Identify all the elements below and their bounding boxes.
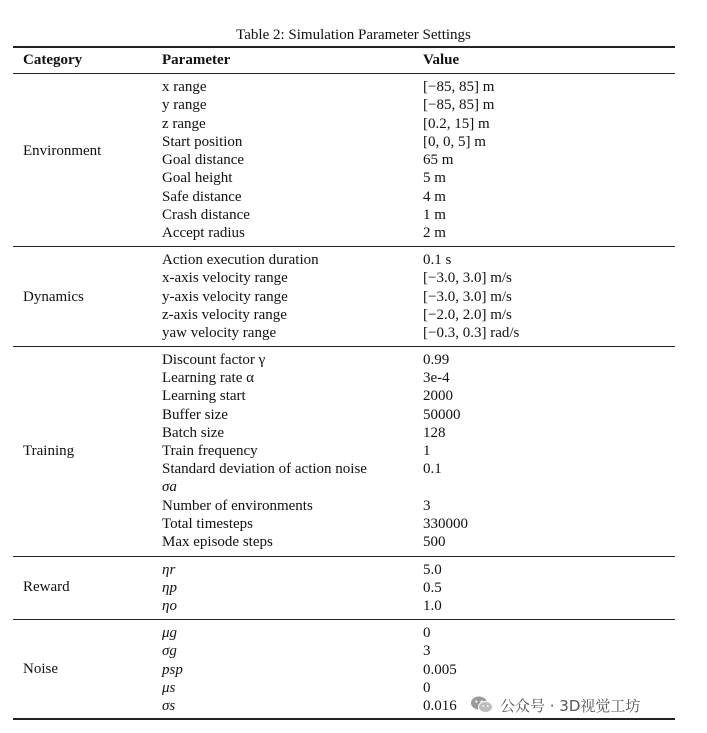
table-row: [13, 661, 675, 679]
parameter-cell: y-axis velocity range: [162, 288, 288, 305]
parameter-cell: Total timesteps: [162, 515, 254, 532]
parameter-cell: ηr: [162, 562, 176, 578]
value-cell: 2 m: [423, 225, 446, 241]
table-row: [13, 188, 675, 206]
table-row: [13, 597, 675, 615]
value-cell: 330000: [423, 515, 468, 532]
table-row: [13, 169, 675, 187]
parameter-cell: Goal distance: [162, 152, 245, 168]
table-row: [13, 224, 675, 242]
watermark: [470, 693, 640, 717]
value-cell: 1 m: [423, 206, 446, 223]
table-row: [13, 369, 675, 387]
value-cell: 3: [423, 643, 431, 660]
top-rule: [13, 46, 675, 48]
table-row: [13, 561, 675, 579]
parameter-cell: Crash distance: [162, 206, 250, 223]
parameter-cell: Learning start: [162, 388, 246, 405]
value-cell: 5 m: [423, 170, 446, 187]
section-divider: [13, 619, 675, 620]
value-cell: 3e-4: [423, 370, 450, 387]
table-row: [13, 387, 675, 405]
table-row: [13, 251, 675, 269]
category-label: Reward: [23, 579, 70, 595]
value-cell: 4 m: [423, 188, 446, 205]
value-cell: [−2.0, 2.0] m/s: [423, 306, 512, 323]
value-cell: 0.99: [423, 352, 450, 368]
table-row: [13, 497, 675, 515]
value-cell: 0.016: [423, 698, 457, 714]
parameter-cell: ηp: [162, 580, 177, 596]
watermark-text: 公众号 · 3D视觉工坊: [500, 696, 641, 715]
parameter-cell: z range: [162, 115, 206, 132]
parameter-cell: σa: [162, 479, 177, 496]
section-divider: [13, 246, 675, 247]
table-row: [13, 406, 675, 424]
parameter-cell: σs: [162, 698, 176, 714]
parameter-cell: Batch size: [162, 424, 225, 441]
table-row: [13, 306, 675, 324]
table-row: [13, 442, 675, 460]
value-cell: 0.1: [423, 461, 442, 478]
value-cell: [−85, 85] m: [423, 79, 495, 95]
parameter-cell: Learning rate α: [162, 370, 254, 387]
value-cell: 5.0: [423, 562, 442, 578]
header-value: Value: [423, 52, 460, 68]
value-cell: 65 m: [423, 152, 454, 168]
value-cell: 128: [423, 424, 446, 441]
value-cell: 0.5: [423, 580, 442, 596]
table-row: [13, 351, 675, 369]
parameter-cell: Accept radius: [162, 225, 245, 241]
table-row: [13, 206, 675, 224]
table-row: [13, 133, 675, 151]
value-cell: 0.1 s: [423, 252, 452, 268]
table-row: [13, 515, 675, 533]
parameter-cell: μg: [162, 625, 178, 641]
value-cell: 1: [423, 443, 431, 459]
parameter-cell: Discount factor γ: [162, 352, 266, 368]
parameter-cell: μs: [162, 679, 176, 696]
table-row: [13, 269, 675, 287]
parameter-cell: x range: [162, 79, 207, 95]
table-row: [13, 478, 675, 496]
parameter-cell: z-axis velocity range: [162, 306, 287, 323]
parameter-cell: Train frequency: [162, 443, 258, 459]
value-cell: [0.2, 15] m: [423, 115, 490, 132]
table-row: [13, 579, 675, 597]
header-rule: [13, 73, 675, 74]
parameter-cell: Number of environments: [162, 497, 313, 514]
value-cell: 1.0: [423, 598, 442, 614]
wechat-icon: [470, 695, 494, 715]
value-cell: 0: [423, 625, 431, 641]
table-row: [13, 533, 675, 551]
parameter-cell: ηo: [162, 598, 177, 614]
table-row: [13, 288, 675, 306]
parameter-cell: Start position: [162, 133, 243, 150]
value-cell: 3: [423, 497, 431, 514]
parameter-cell: Action execution duration: [162, 252, 319, 268]
parameter-cell: y range: [162, 97, 207, 114]
parameter-cell: Max episode steps: [162, 534, 273, 550]
section-divider: [13, 346, 675, 347]
parameter-cell: x-axis velocity range: [162, 270, 288, 287]
table-caption: Table 2: Simulation Parameter Settings: [236, 27, 471, 43]
bottom-rule: [13, 718, 675, 720]
table-row: [13, 624, 675, 642]
value-cell: 0.005: [423, 661, 457, 678]
table-row: [13, 96, 675, 114]
value-cell: [0, 0, 5] m: [423, 133, 486, 150]
parameter-cell: Buffer size: [162, 406, 228, 423]
table-row: [13, 424, 675, 442]
value-cell: 2000: [423, 388, 453, 405]
value-cell: [−3.0, 3.0] m/s: [423, 270, 512, 287]
parameter-cell: psp: [162, 661, 183, 678]
category-label: Training: [23, 443, 75, 459]
table-row: [13, 115, 675, 133]
parameter-cell: Safe distance: [162, 188, 242, 205]
value-cell: 0: [423, 679, 431, 696]
table-row: [13, 324, 675, 342]
table-row: [13, 460, 675, 478]
category-label: Noise: [23, 661, 58, 677]
category-label: Environment: [23, 143, 102, 159]
value-cell: [−85, 85] m: [423, 97, 495, 114]
value-cell: [−3.0, 3.0] m/s: [423, 288, 512, 305]
section-divider: [13, 556, 675, 557]
parameter-cell: σg: [162, 643, 177, 660]
table-row: [13, 78, 675, 96]
value-cell: 500: [423, 534, 446, 550]
table-row: [13, 642, 675, 660]
value-cell: [−0.3, 0.3] rad/s: [423, 325, 520, 341]
category-label: Dynamics: [23, 289, 84, 305]
table-row: [13, 151, 675, 169]
value-cell: 50000: [423, 406, 461, 423]
parameter-cell: Standard deviation of action noise: [162, 461, 367, 478]
header-category: Category: [23, 52, 83, 68]
header-parameter: Parameter: [162, 52, 231, 68]
parameter-cell: yaw velocity range: [162, 325, 277, 341]
parameter-cell: Goal height: [162, 170, 233, 187]
